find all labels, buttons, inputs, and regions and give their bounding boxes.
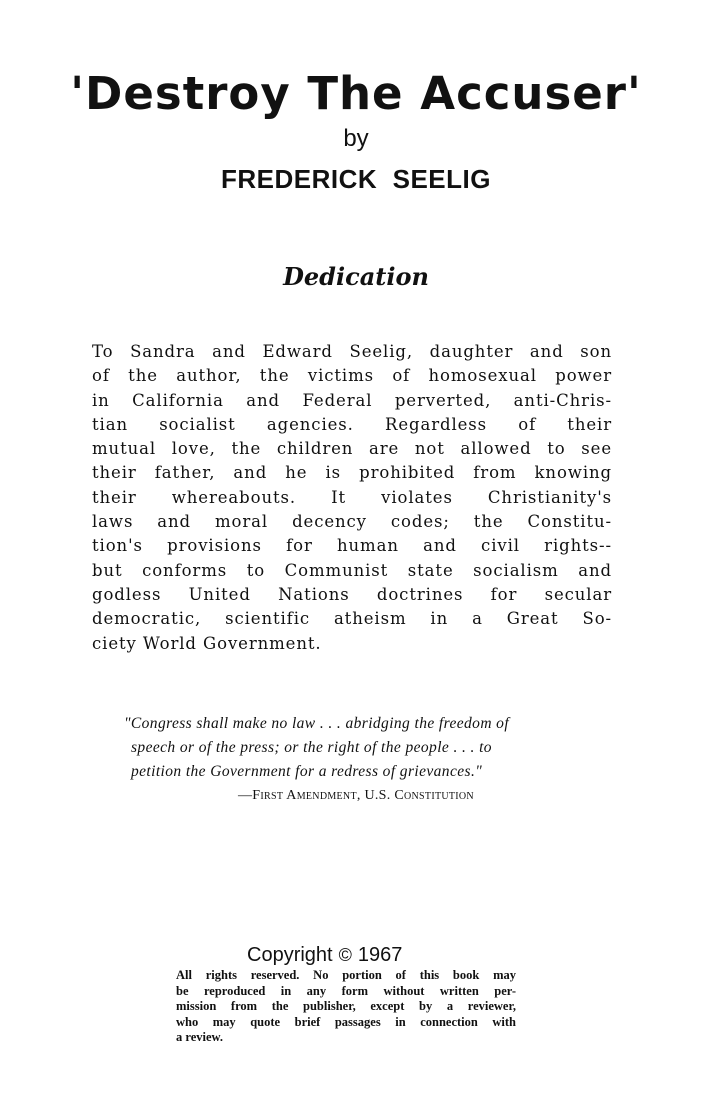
rights-line: mission from the publisher, except by a reviewer, <box>176 999 516 1013</box>
rights-line: who may quote brief passages in connection with <box>176 1014 516 1029</box>
dedication-paragraph <box>92 340 612 656</box>
dedication-line: To Sandra and Edward Seelig, daughter and son <box>92 342 612 361</box>
dedication-line: mutual love, the children are not allowed to see <box>92 439 612 459</box>
dedication-line: in California and Federal perverted, anti-Chris- <box>92 390 612 410</box>
constitution-quote <box>124 712 564 784</box>
rights-line: be reproduced in any form without written per- <box>176 983 516 998</box>
rights-statement <box>176 968 516 1046</box>
dedication-line: tian socialist agencies. Regardless of their <box>92 414 612 434</box>
dedication-line: tion's provisions for human and civil rights-- <box>92 536 612 556</box>
dedication-line: laws and moral decency codes; the Constitu- <box>92 512 612 532</box>
dedication-line: their father, and he is prohibited from knowing <box>92 463 612 483</box>
dedication-line: godless United Nations doctrines for secular <box>92 584 612 604</box>
book-title: 'Destroy The Accuser' <box>70 67 642 120</box>
quote-line: "Congress shall make no law . . . abridging the freedom of <box>124 715 510 732</box>
copyright-icon: © <box>338 945 352 965</box>
quote-line: petition the Government for a redress of grievances." <box>131 763 483 780</box>
quote-attribution: —First Amendment, U.S. Constitution <box>238 788 474 803</box>
dedication-line: of the author, the victims of homosexual power <box>92 366 612 386</box>
by-line: by <box>343 125 369 152</box>
rights-line: a review. <box>176 1030 223 1044</box>
author-name: FREDERICK SEELIG <box>221 164 491 194</box>
rights-line: All rights reserved. No portion of this book may <box>176 968 516 982</box>
dedication-heading: Dedication <box>283 262 429 291</box>
dedication-line: democratic, scientific atheism in a Great So- <box>92 609 612 629</box>
dedication-line: ciety World Government. <box>92 633 322 653</box>
copyright-year: 1967 <box>357 944 403 966</box>
copyright-notice <box>247 942 402 968</box>
dedication-line: their whereabouts. It violates Christianity's <box>92 487 612 507</box>
quote-line: speech or of the press; or the right of the people . . . to <box>131 739 492 756</box>
dedication-line: but conforms to Communist state socialism and <box>92 560 612 580</box>
copyright-label: Copyright <box>247 944 333 966</box>
